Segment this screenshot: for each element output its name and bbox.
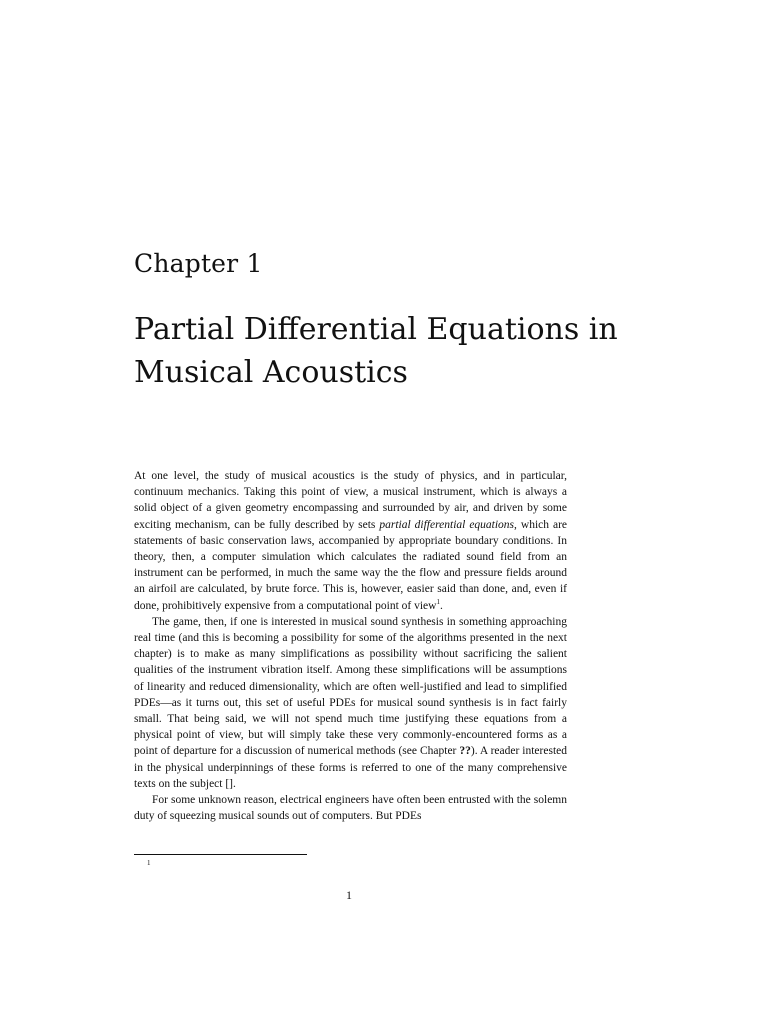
chapter-title: Partial Differential Equations in Musical Acoustics <box>134 312 618 390</box>
text-segment: . <box>439 599 443 612</box>
text-segment: The game, then, if one is interested in musical sound synthesis in something approaching real time (and this is becoming a possibility for some of the algorithms presented in the next chapter) is to make as many simplifications as possibility without sacrificing the salient qualities of the instrument vibration itself. Among these simplifications will be assumptions of linearity and reduced dimensionality, which are often well-justified and lead to simplified PDEs—as it turns out, this set of useful PDEs for musical sound synthesis is in fact fairly small. That being said, we will not spend much time justifying these equations from a physical point of view, but will simply take these very commonly-encountered forms as a point of departure for a discussion of numerical methods (see Chapter <box>134 615 567 758</box>
text-segment: At one level, the study of musical acoustics is the study of physics, and in particular, continuum mechanics. Taking this point of view, a musical instrument, which is always a solid object of a given geometry encompassing and surrounded by air, and driven by some exciting mechanism, can be fully described by sets <box>134 470 567 531</box>
chapter-label: Chapter 1 <box>134 249 263 278</box>
text-segment: For some unknown reason, electrical engineers have often been entrusted with the solemn duty of squeezing musical sounds out of computers. But PDEs <box>134 794 567 823</box>
paragraph-3 <box>134 792 567 824</box>
text-segment: ). A reader interested in the physical underpinnings of these forms is referred to one of the many comprehensive texts on the subject []. <box>134 745 568 790</box>
footnote-mark: 1 <box>147 859 151 867</box>
footnote-reference: 1 <box>436 597 440 606</box>
text-segment: , which are statements of basic conservation laws, accompanied by appropriate boundary conditions. In theory, then, a computer simulation which calculates the radiated sound field from an instrument can be performed, in much the same way the the flow and pressure fields around an airfoil are calculated, by brute force. This is, however, easier said than done, and, even if done, prohibitively expensive from a computational point of view <box>134 518 567 612</box>
italic-term: partial differential equations <box>379 518 515 531</box>
footnote-divider <box>134 854 307 855</box>
page-number: 1 <box>346 888 352 902</box>
body-text <box>134 468 567 824</box>
paragraph-2 <box>134 614 567 792</box>
paragraph-1 <box>134 468 567 614</box>
unresolved-reference: ?? <box>459 745 471 758</box>
